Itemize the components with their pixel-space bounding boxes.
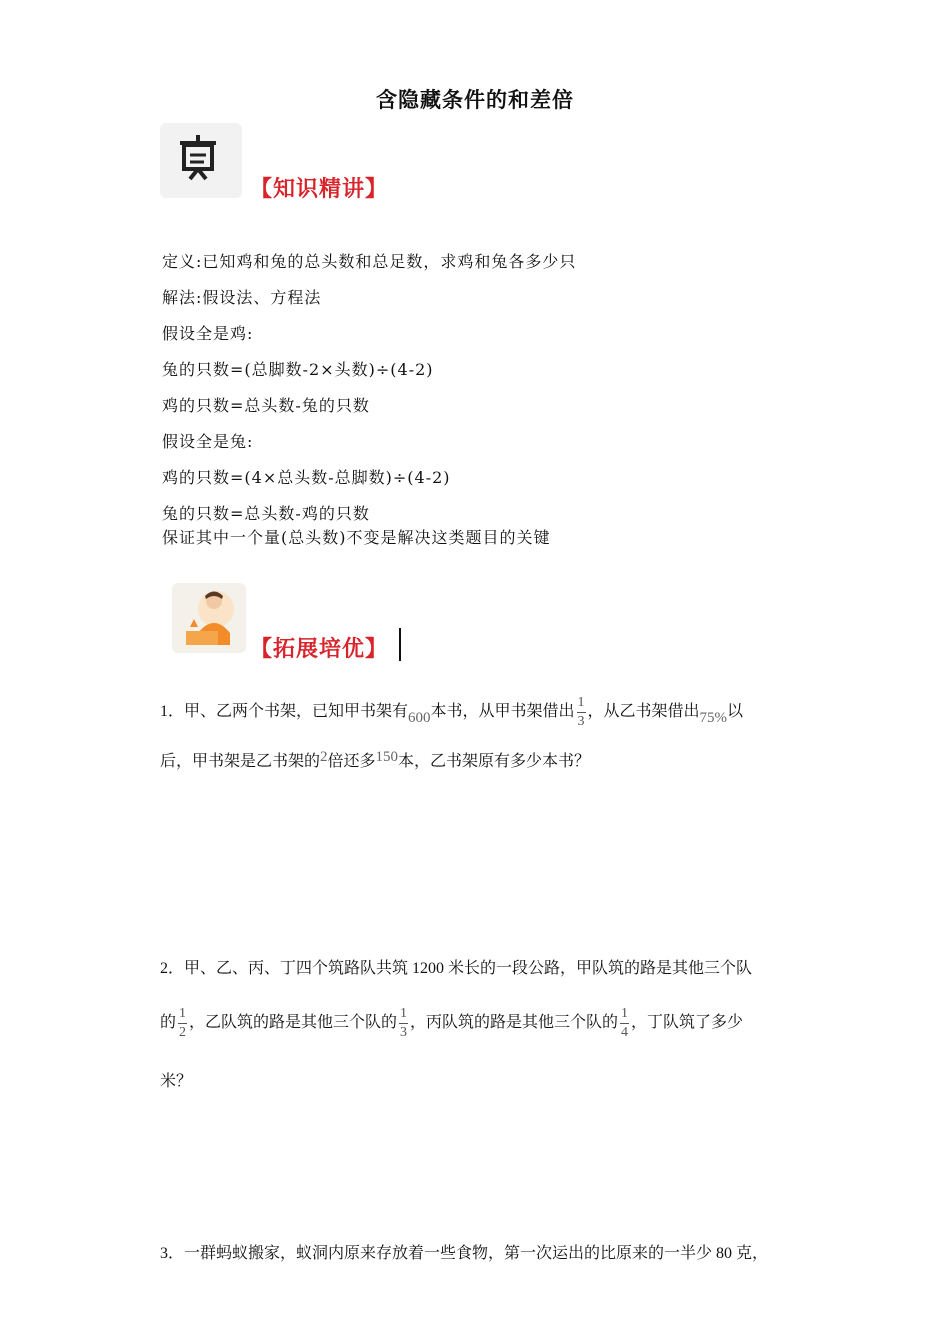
number: 600 [408, 710, 431, 727]
fraction-numerator: 1 [577, 695, 585, 710]
section-banner-extension: 【拓展培优】 [250, 637, 389, 662]
teacher-avatar-icon [172, 583, 246, 653]
fraction-numerator: 1 [179, 1006, 187, 1021]
problem-text: 的 [160, 1014, 177, 1032]
page-title: 含隐藏条件的和差倍 [376, 88, 574, 112]
fraction [620, 1007, 629, 1040]
definition-line: 兔的只数=(总脚数-2×头数)÷(4-2) [162, 360, 434, 379]
definition-line: 假设全是兔: [162, 432, 254, 451]
problem-1-line-1 [160, 696, 743, 729]
number: 75% [699, 710, 728, 727]
definition-line: 保证其中一个量(总头数)不变是解决这类题目的关键 [162, 528, 551, 547]
problem-text: ，乙队筑的路是其他三个队的 [189, 1014, 398, 1032]
number: 2 [320, 749, 328, 765]
fraction [399, 1007, 408, 1040]
text-cursor [399, 628, 401, 661]
problem-text: ，丁队筑了多少 [631, 1014, 744, 1032]
fraction-denominator: 2 [179, 1025, 187, 1040]
problem-text: 1．甲、乙两个书架，已知甲书架有 [160, 703, 409, 721]
problem-3-line-1: 3．一群蚂蚁搬家，蚁洞内原来存放着一些食物，第一次运出的比原来的一半少 80 克， [160, 1245, 769, 1262]
problem-text: 本，乙书架原有多少本书？ [398, 753, 591, 770]
definition-line: 鸡的只数=总头数-兔的只数 [162, 396, 370, 415]
fraction [577, 696, 586, 729]
problem-2-line-3: 米？ [160, 1073, 193, 1090]
definition-line: 解法:假设法、方程法 [162, 288, 322, 307]
definition-line: 假设全是鸡: [162, 324, 254, 343]
fraction-denominator: 4 [621, 1025, 629, 1040]
problem-2-line-2 [160, 1007, 743, 1040]
definition-line: 兔的只数=总头数-鸡的只数 [162, 504, 370, 523]
fraction-denominator: 3 [400, 1025, 408, 1040]
problem-2-line-1: 2．甲、乙、丙、丁四个筑路队共筑 1200 米长的一段公路，甲队筑的路是其他三个队 [160, 960, 753, 977]
presentation-board-icon [160, 123, 242, 198]
fraction-numerator: 1 [621, 1006, 629, 1021]
fraction-denominator: 3 [577, 714, 585, 729]
definition-line: 定义:已知鸡和兔的总头数和总足数，求鸡和兔各多少只 [162, 252, 577, 271]
problem-text: 以 [727, 703, 744, 721]
problem-text: 倍还多 [327, 753, 376, 770]
problem-text: 后，甲书架是乙书架的 [160, 753, 321, 770]
fraction-numerator: 1 [400, 1006, 408, 1021]
section-banner-knowledge: 【知识精讲】 [250, 177, 389, 202]
number: 150 [375, 749, 399, 765]
fraction [178, 1007, 187, 1040]
problem-1-line-2 [160, 748, 590, 771]
problem-text: ，从乙书架借出 [587, 703, 700, 721]
definition-line: 鸡的只数=(4×总头数-总脚数)÷(4-2) [162, 468, 451, 487]
problem-text: ，丙队筑的路是其他三个队的 [410, 1014, 619, 1032]
problem-text: 本书，从甲书架借出 [430, 703, 575, 721]
